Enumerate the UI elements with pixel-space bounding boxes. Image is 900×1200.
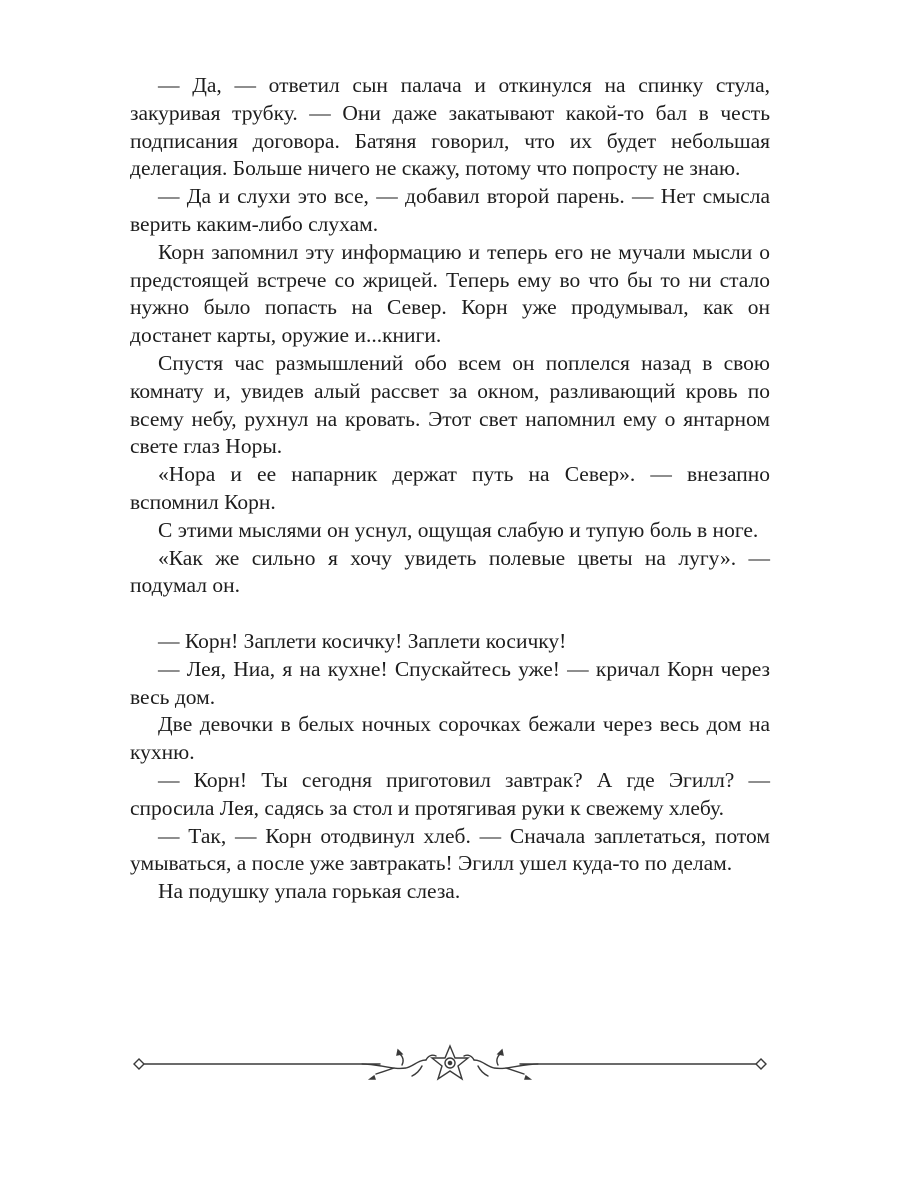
paragraph: Корн запомнил эту информацию и теперь его не мучали мысли о предстоящей встрече со жрицей. Теперь ему во что бы то ни стало нужно было попасть на Север. Корн уже продумывал, как он достанет карты, оружие и...книги. — [130, 239, 770, 348]
floral-star-divider-icon — [130, 1040, 770, 1090]
paragraph: — Лея, Ниа, я на кухне! Спускайтесь уже! — кричал Корн через весь дом. — [130, 656, 770, 709]
paragraph: «Нора и ее напарник держат путь на Север». — внезапно вспомнил Корн. — [130, 462, 770, 514]
paragraph: С этими мыслями он уснул, ощущая слабую и тупую боль в ноге. — [158, 517, 759, 542]
scene-break-space — [130, 600, 770, 628]
page-text — [130, 72, 770, 906]
paragraph: Спустя час размышлений обо всем он поплелся назад в свою комнату и, увидев алый рассвет за окном, разливающий кровь по всему небу, рухнул на кровать. Этот свет напомнил ему о янтарном свете глаз Норы. — [130, 350, 770, 459]
paragraph: На подушку упала горькая слеза. — [158, 879, 461, 904]
paragraph: — Корн! Заплети косичку! Заплети косичку! — [158, 628, 567, 653]
paragraph: — Корн! Ты сегодня приготовил завтрак? А где Эгилл? — спросила Лея, садясь за стол и протягивая руки к свежему хлебу. — [130, 767, 770, 820]
paragraph: «Как же сильно я хочу увидеть полевые цветы на лугу». — подумал он. — [130, 545, 770, 598]
paragraph: Две девочки в белых ночных сорочках бежали через весь дом на кухню. — [130, 712, 770, 765]
paragraph: — Так, — Корн отодвинул хлеб. — Сначала заплетаться, потом умываться, а после уже завтракать! Эгилл ушел куда-то по делам. — [130, 823, 770, 876]
paragraph: — Да и слухи это все, — добавил второй парень. — Нет смысла верить каким-либо слухам. — [130, 184, 770, 236]
paragraph: — Да, — ответил сын палача и откинулся на спинку стула, закуривая трубку. — Они даже закатывают какой-то бал в честь подписания договора. Батяня говорил, что их будет небольшая делегация. Больше ничего не скажу, потому что попросту не знаю. — [130, 73, 770, 181]
